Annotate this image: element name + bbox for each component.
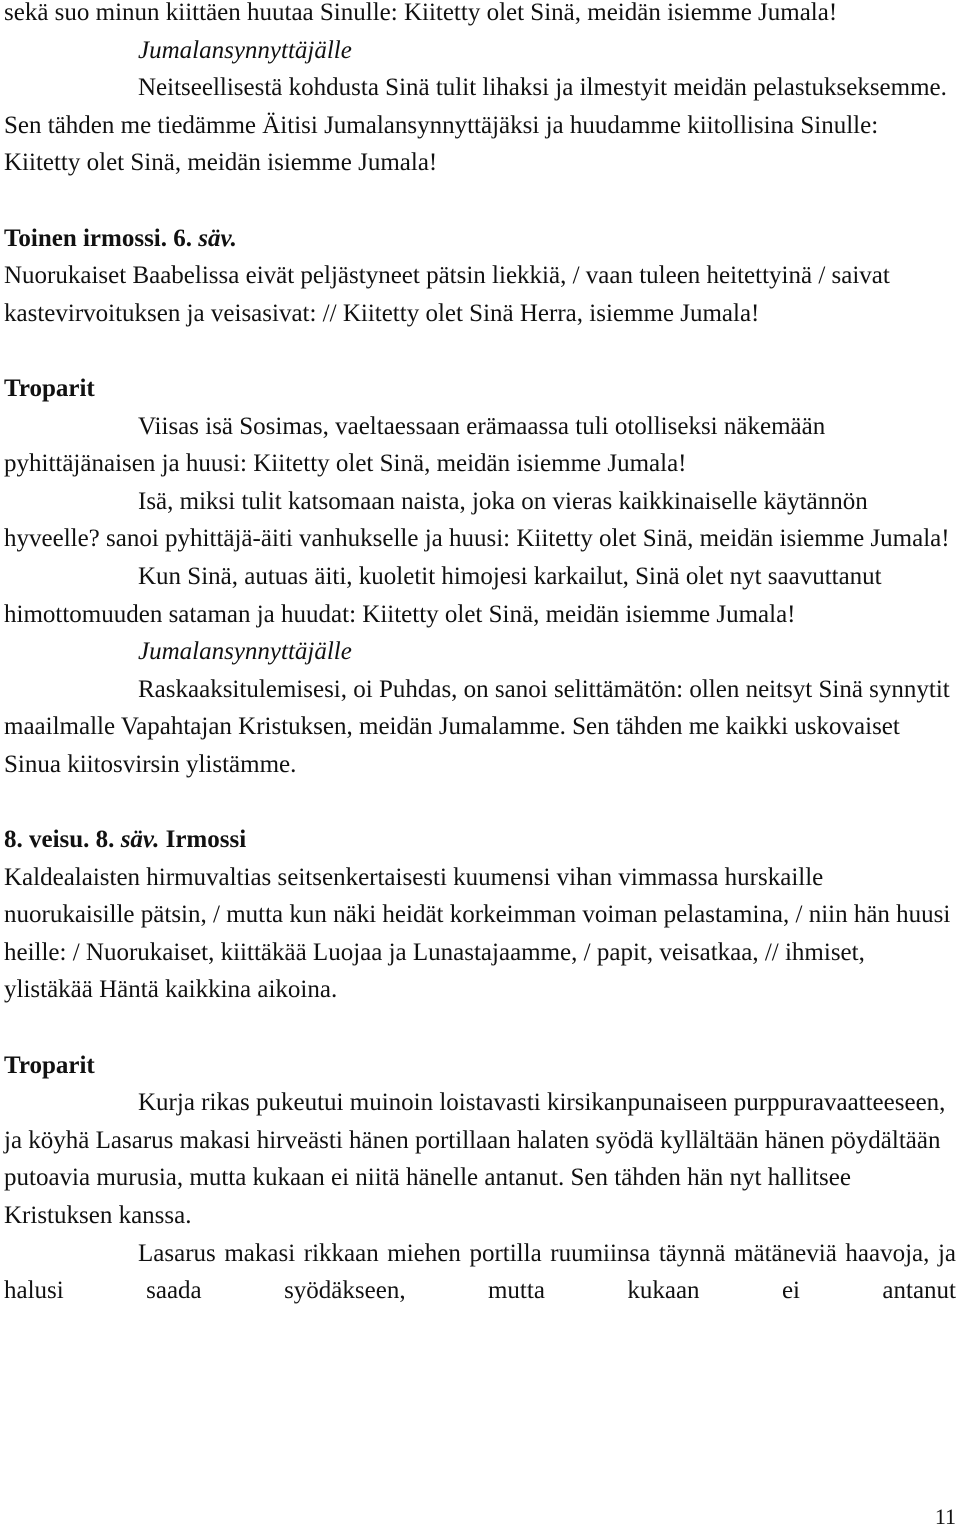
heading-irmos: Irmossi bbox=[165, 826, 247, 854]
spacer bbox=[4, 1009, 956, 1047]
heading-text: Toinen irmossi. 6. bbox=[4, 224, 193, 252]
spacer bbox=[4, 332, 956, 370]
paragraph-troparion: Viisas isä Sosimas, vaeltaessaan erämaassa tuli otolliseksi näkemään pyhittäjänaisen ja huusi: Kiitetty olet Sinä, meidän isiemme Jumala! bbox=[4, 412, 826, 478]
spacer bbox=[4, 182, 956, 220]
section-heading-irmos bbox=[4, 220, 956, 258]
section-heading-ode bbox=[4, 821, 956, 859]
paragraph-irmos: Nuorukaiset Baabelissa eivät peljästyneet pätsin liekkiä, / vaan tuleen heitettyinä / saivat kastevirvoituksen ja veisasivat: // Kiitetty olet Sinä Herra, isiemme Jumala! bbox=[4, 262, 890, 327]
heading-tone: säv. bbox=[120, 826, 160, 854]
paragraph-theotokion: Neitseellisestä kohdusta Sinä tulit lihaksi ja ilmestyit meidän pelastukseksemme. Sen tähden me tiedämme Äitisi Jumalansynnyttäjäksi ja huudamme kiitollisina Sinulle: Kiitetty olet Sinä, meidän isiemme Jumala! bbox=[4, 74, 947, 177]
paragraph-troparion: Kun Sinä, autuas äiti, kuoletit himojesi karkailut, Sinä olet nyt saavuttanut himottomuuden sataman ja huudat: Kiitetty olet Sinä, meidän isiemme Jumala! bbox=[4, 562, 882, 628]
theotokion-label: Jumalansynnyttäjälle bbox=[138, 36, 352, 64]
paragraph-theotokion: Raskaaksitulemisesi, oi Puhdas, on sanoi selittämätön: ollen neitsyt Sinä synnytit maailmalle Vapahtajan Kristuksen, meidän Jumalamme. Sen tähden me kaikki uskovaiset Sinua kiitosvirsin ylistämme. bbox=[4, 675, 950, 778]
heading-text: 8. veisu. 8. bbox=[4, 826, 115, 854]
heading-tone: säv. bbox=[198, 224, 237, 252]
paragraph-troparion: Isä, miksi tulit katsomaan naista, joka on vieras kaikkinaiselle käytännön hyveelle? sanoi pyhittäjä-äiti vanhukselle ja huusi: Kiitetty olet Sinä, meidän isiemme Jumala! bbox=[4, 487, 950, 553]
paragraph-irmos: Kaldealaisten hirmuvaltias seitsenkertaisesti kuumensi vihan vimmassa hurskaille nuorukaisille pätsin, / mutta kun näki heidät korkeimman voiman pelastamina, / niin hän huusi heille: / Nuorukaiset, kiittäkää Luojaa ja Lunastajaamme, / papit, veisatkaa, // ihmiset, ylistäkää Häntä kaikkina aikoina. bbox=[4, 863, 951, 1004]
spacer bbox=[4, 783, 956, 821]
paragraph-continuation: sekä suo minun kiittäen huutaa Sinulle: Kiitetty olet Sinä, meidän isiemme Jumala! bbox=[4, 0, 838, 26]
paragraph-troparion: Lasarus makasi rikkaan miehen portilla ruumiinsa täynnä mätäneviä haavoja, ja halusi saada syödäkseen, mutta kukaan ei antanut bbox=[4, 1239, 956, 1305]
paragraph-troparion: Kurja rikas pukeutui muinoin loistavasti kirsikanpunaiseen purppuravaatteeseen, ja köyhä Lasarus makasi hirveästi hänen portillaan halaten syödä kyllältään hänen pöydältään putoavia murusia, mutta kukaan ei niitä hänelle antanut. Sen tähden hän nyt hallitsee Kristuksen kanssa. bbox=[4, 1089, 946, 1229]
document-page bbox=[4, 0, 956, 1310]
theotokion-label: Jumalansynnyttäjälle bbox=[138, 638, 352, 666]
troparia-heading: Troparit bbox=[4, 374, 95, 402]
page-number: 11 bbox=[934, 1504, 956, 1529]
troparia-heading: Troparit bbox=[4, 1051, 95, 1079]
